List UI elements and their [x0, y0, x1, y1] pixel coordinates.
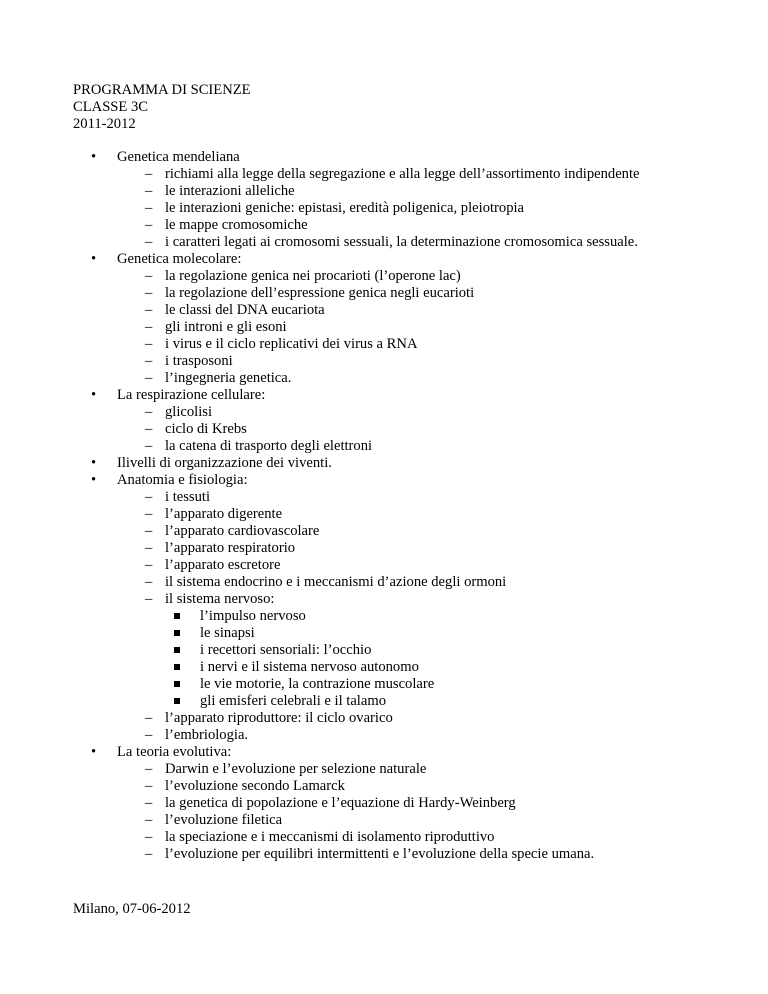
- subtopic-text: l’apparato respiratorio: [165, 540, 296, 556]
- outline-item-level-3: [0, 625, 768, 642]
- outline-item-level-2: [0, 795, 768, 812]
- subtopic-text: i caratteri legati ai cromosomi sessuali, la determinazione cromosomica sessuale.: [165, 234, 638, 250]
- outline-item-level-2: [0, 302, 768, 319]
- subtopic-text: gli introni e gli esoni: [165, 319, 287, 335]
- subtopic-text: la regolazione dell’espressione genica negli eucarioti: [165, 285, 475, 301]
- subtopic-text: le mappe cromosomiche: [165, 217, 308, 233]
- square-bullet-icon: [174, 647, 180, 653]
- outline-item-level-2: [0, 557, 768, 574]
- dash-marker: –: [145, 761, 153, 777]
- square-bullet-icon: [174, 613, 180, 619]
- outline-item-level-3: [0, 608, 768, 625]
- subtopic-text: l’embriologia.: [165, 727, 249, 743]
- outline-item-level-2: [0, 506, 768, 523]
- outline-item-level-2: [0, 183, 768, 200]
- subtopic-text: l’evoluzione filetica: [165, 812, 283, 828]
- outline-item-level-2: [0, 710, 768, 727]
- outline-item-level-2: [0, 489, 768, 506]
- outline-item-level-1: [0, 472, 768, 489]
- sub-subtopic-text: le sinapsi: [200, 625, 255, 641]
- outline-item-level-2: [0, 574, 768, 591]
- outline-item-level-2: [0, 200, 768, 217]
- square-bullet-icon: [174, 664, 180, 670]
- subtopic-text: la catena di trasporto degli elettroni: [165, 438, 373, 454]
- bullet-marker: •: [91, 251, 97, 267]
- outline-item-level-2: [0, 540, 768, 557]
- outline-item-level-1: [0, 387, 768, 404]
- outline-item-level-2: [0, 353, 768, 370]
- outline-item-level-3: [0, 642, 768, 659]
- outline-item-level-2: [0, 778, 768, 795]
- subtopic-text: l’evoluzione secondo Lamarck: [165, 778, 345, 794]
- dash-marker: –: [145, 302, 153, 318]
- dash-marker: –: [145, 285, 153, 301]
- document-header: [73, 82, 251, 133]
- dash-marker: –: [145, 778, 153, 794]
- topic-heading: La respirazione cellulare:: [117, 387, 266, 403]
- dash-marker: –: [145, 812, 153, 828]
- school-year: 2011-2012: [73, 116, 136, 132]
- dash-marker: –: [145, 404, 153, 420]
- outline-item-level-2: [0, 166, 768, 183]
- dash-marker: –: [145, 489, 153, 505]
- subtopic-text: il sistema endocrino e i meccanismi d’azione degli ormoni: [165, 574, 507, 590]
- subtopic-text: le interazioni alleliche: [165, 183, 295, 199]
- subtopic-text: le classi del DNA eucariota: [165, 302, 325, 318]
- sub-subtopic-text: i nervi e il sistema nervoso autonomo: [200, 659, 419, 675]
- subtopic-text: il sistema nervoso:: [165, 591, 275, 607]
- outline-item-level-2: [0, 523, 768, 540]
- outline-item-level-2: [0, 234, 768, 251]
- dash-marker: –: [145, 829, 153, 845]
- outline-item-level-2: [0, 438, 768, 455]
- square-bullet-icon: [174, 630, 180, 636]
- topic-heading: Genetica mendeliana: [117, 149, 240, 165]
- topic-heading: Genetica molecolare:: [117, 251, 242, 267]
- subtopic-text: i trasposoni: [165, 353, 233, 369]
- dash-marker: –: [145, 217, 153, 233]
- subtopic-text: i virus e il ciclo replicativi dei virus a RNA: [165, 336, 418, 352]
- subtopic-text: l’apparato riproduttore: il ciclo ovarico: [165, 710, 393, 726]
- dash-marker: –: [145, 438, 153, 454]
- subtopic-text: la speciazione e i meccanismi di isolamento riproduttivo: [165, 829, 495, 845]
- dash-marker: –: [145, 557, 153, 573]
- outline-item-level-2: [0, 761, 768, 778]
- outline-item-level-3: [0, 659, 768, 676]
- outline-item-level-2: [0, 727, 768, 744]
- subtopic-text: richiami alla legge della segregazione e alla legge dell’assortimento indipendente: [165, 166, 640, 182]
- outline-item-level-2: [0, 591, 768, 608]
- dash-marker: –: [145, 506, 153, 522]
- dash-marker: –: [145, 540, 153, 556]
- outline-item-level-2: [0, 217, 768, 234]
- subtopic-text: i tessuti: [165, 489, 210, 505]
- subtopic-text: le interazioni geniche: epistasi, eredità poligenica, pleiotropia: [165, 200, 525, 216]
- topic-heading: Ilivelli di organizzazione dei viventi.: [117, 455, 332, 471]
- bullet-marker: •: [91, 744, 97, 760]
- dash-marker: –: [145, 370, 153, 386]
- dash-marker: –: [145, 727, 153, 743]
- subtopic-text: l’apparato escretore: [165, 557, 281, 573]
- outline-item-level-2: [0, 421, 768, 438]
- dash-marker: –: [145, 234, 153, 250]
- program-outline: [0, 149, 768, 863]
- outline-item-level-2: [0, 336, 768, 353]
- outline-item-level-2: [0, 319, 768, 336]
- subtopic-text: la genetica di popolazione e l’equazione di Hardy-Weinberg: [165, 795, 516, 811]
- subtopic-text: l’apparato cardiovascolare: [165, 523, 320, 539]
- sub-subtopic-text: le vie motorie, la contrazione muscolare: [200, 676, 435, 692]
- dash-marker: –: [145, 710, 153, 726]
- dash-marker: –: [145, 336, 153, 352]
- square-bullet-icon: [174, 681, 180, 687]
- outline-item-level-2: [0, 285, 768, 302]
- sub-subtopic-text: l’impulso nervoso: [200, 608, 306, 624]
- dash-marker: –: [145, 353, 153, 369]
- outline-item-level-2: [0, 370, 768, 387]
- subtopic-text: l’evoluzione per equilibri intermittenti e l’evoluzione della specie umana.: [165, 846, 595, 862]
- outline-item-level-2: [0, 846, 768, 863]
- subtopic-text: glicolisi: [165, 404, 213, 420]
- dash-marker: –: [145, 523, 153, 539]
- outline-item-level-1: [0, 744, 768, 761]
- subtopic-text: l’apparato digerente: [165, 506, 283, 522]
- outline-item-level-2: [0, 812, 768, 829]
- outline-item-level-3: [0, 693, 768, 710]
- dash-marker: –: [145, 846, 153, 862]
- dash-marker: –: [145, 200, 153, 216]
- bullet-marker: •: [91, 149, 97, 165]
- topic-heading: La teoria evolutiva:: [117, 744, 232, 760]
- place-and-date: Milano, 07-06-2012: [73, 901, 191, 917]
- dash-marker: –: [145, 268, 153, 284]
- sub-subtopic-text: gli emisferi celebrali e il talamo: [200, 693, 386, 709]
- outline-item-level-2: [0, 829, 768, 846]
- sub-subtopic-text: i recettori sensoriali: l’occhio: [200, 642, 372, 658]
- outline-item-level-1: [0, 251, 768, 268]
- class-label: CLASSE 3C: [73, 99, 149, 115]
- bullet-marker: •: [91, 387, 97, 403]
- outline-item-level-1: [0, 149, 768, 166]
- subtopic-text: l’ingegneria genetica.: [165, 370, 292, 386]
- outline-item-level-2: [0, 404, 768, 421]
- dash-marker: –: [145, 591, 153, 607]
- dash-marker: –: [145, 421, 153, 437]
- dash-marker: –: [145, 795, 153, 811]
- bullet-marker: •: [91, 472, 97, 488]
- dash-marker: –: [145, 574, 153, 590]
- subtopic-text: la regolazione genica nei procarioti (l’operone lac): [165, 268, 461, 284]
- dash-marker: –: [145, 319, 153, 335]
- program-title: PROGRAMMA DI SCIENZE: [73, 82, 251, 98]
- dash-marker: –: [145, 166, 153, 182]
- topic-heading: Anatomia e fisiologia:: [117, 472, 248, 488]
- square-bullet-icon: [174, 698, 180, 704]
- outline-item-level-3: [0, 676, 768, 693]
- bullet-marker: •: [91, 455, 97, 471]
- outline-item-level-2: [0, 268, 768, 285]
- subtopic-text: ciclo di Krebs: [165, 421, 247, 437]
- subtopic-text: Darwin e l’evoluzione per selezione naturale: [165, 761, 427, 777]
- dash-marker: –: [145, 183, 153, 199]
- outline-item-level-1: [0, 455, 768, 472]
